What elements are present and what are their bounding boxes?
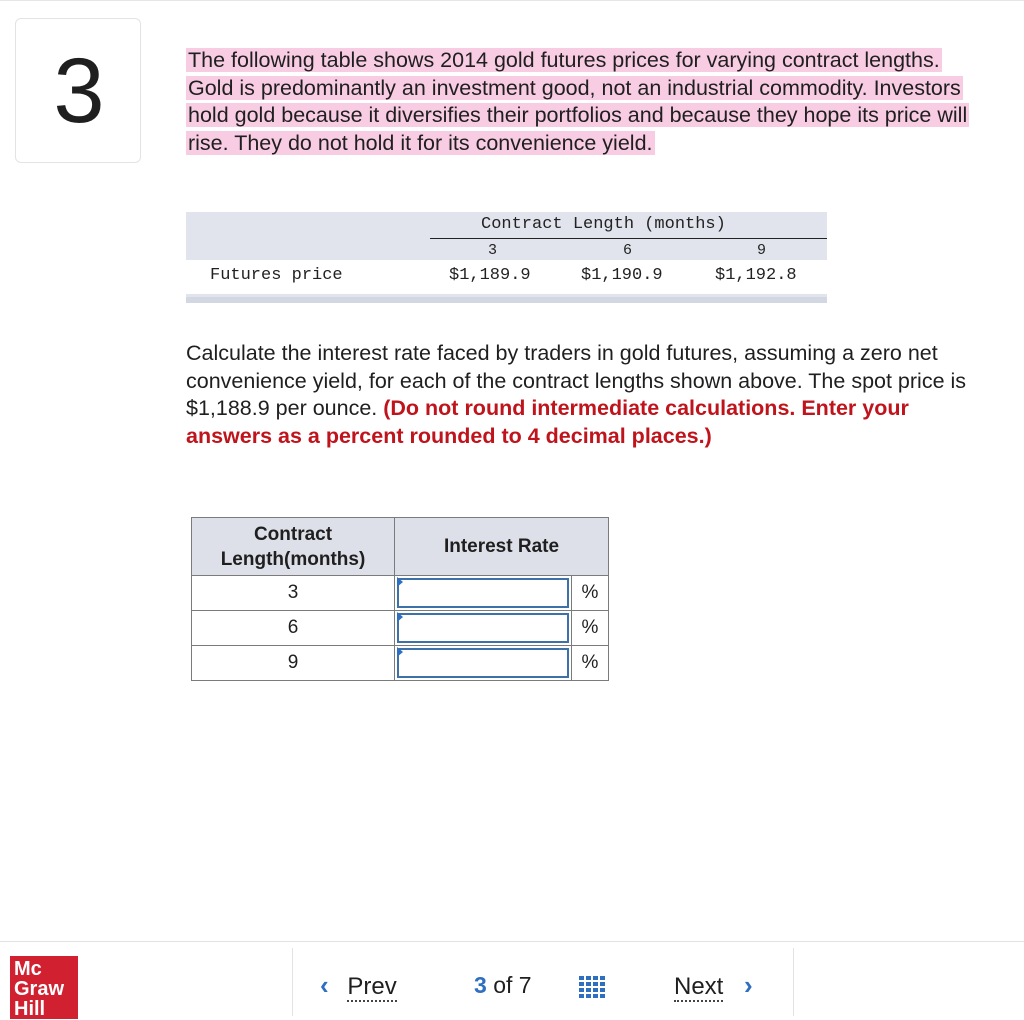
futures-price-3: $1,189.9 — [449, 266, 531, 285]
answer-row — [192, 611, 609, 646]
logo-line: Graw — [14, 978, 65, 1000]
page-indicator — [474, 972, 532, 999]
chevron-right-icon: › — [744, 970, 753, 1000]
percent-unit: % — [572, 576, 609, 611]
header-rule — [430, 238, 827, 239]
month-header: 9 — [757, 242, 767, 259]
interest-rate-input-3[interactable] — [397, 578, 569, 608]
grid-icon[interactable] — [579, 976, 605, 1000]
answer-row — [192, 576, 609, 611]
month-header: 3 — [488, 242, 498, 259]
length-cell: 9 — [192, 646, 395, 681]
question-intro — [186, 47, 986, 157]
answer-header-row — [192, 518, 609, 576]
interest-rate-column-header: Interest Rate — [395, 518, 609, 576]
prompt-text: Calculate the interest rate faced by traders in gold futures, assuming a zero net convenience yield, for each of the contract lengths shown above. The spot price is $1,188.9 per ounce. — [186, 341, 967, 420]
answer-row — [192, 646, 609, 681]
table-bottom-band — [186, 297, 827, 303]
row-label: Futures price — [210, 266, 343, 285]
futures-price-6: $1,190.9 — [581, 266, 663, 285]
futures-table — [186, 212, 827, 303]
instruction-text: (Do not round intermediate calculations. Enter your answers as a percent rounded to 4 decimal places.) — [186, 396, 909, 448]
question-number: 3 — [53, 40, 105, 142]
futures-price-row — [186, 260, 827, 294]
next-label: Next — [674, 973, 724, 1000]
current-page: 3 — [474, 972, 487, 998]
intro-highlight: The following table shows 2014 gold futures prices for varying contract lengths. Gold is predominantly an investment good, not an industrial commodity. Investors hold gold because it diversifies their portfolios and because they hope its price will rise. They do not hold it for its convenience yield. — [188, 48, 968, 155]
header-line: Contract — [253, 523, 333, 545]
prev-button[interactable] — [320, 970, 397, 1001]
percent-unit: % — [572, 646, 609, 681]
of-label: of — [493, 972, 513, 998]
input-cell — [395, 646, 572, 681]
month-header: 6 — [623, 242, 633, 259]
futures-table-header: Contract Length (months) — [481, 215, 726, 234]
footer-divider — [0, 941, 1024, 942]
length-column-header — [192, 518, 395, 576]
futures-price-9: $1,192.8 — [715, 266, 797, 285]
answer-table — [191, 517, 609, 681]
total-pages: 7 — [518, 972, 532, 998]
next-button[interactable] — [674, 970, 753, 1001]
length-cell: 3 — [192, 576, 395, 611]
question-number-box — [15, 18, 141, 163]
logo-line: Hill — [14, 998, 46, 1020]
top-divider — [0, 0, 1024, 1]
nav-separator — [793, 948, 794, 1016]
mcgraw-hill-logo — [10, 956, 78, 1019]
chevron-left-icon: ‹ — [320, 970, 329, 1000]
prev-label: Prev — [347, 973, 397, 1000]
logo-line: Mc — [14, 958, 42, 980]
marker-icon — [397, 577, 403, 587]
marker-icon — [397, 612, 403, 622]
header-line: Length(months) — [220, 548, 366, 570]
input-cell — [395, 576, 572, 611]
nav-separator — [292, 948, 293, 1016]
question-prompt — [186, 340, 986, 450]
interest-rate-input-9[interactable] — [397, 648, 569, 678]
input-cell — [395, 611, 572, 646]
interest-rate-input-6[interactable] — [397, 613, 569, 643]
percent-unit: % — [572, 611, 609, 646]
length-cell: 6 — [192, 611, 395, 646]
marker-icon — [397, 647, 403, 657]
